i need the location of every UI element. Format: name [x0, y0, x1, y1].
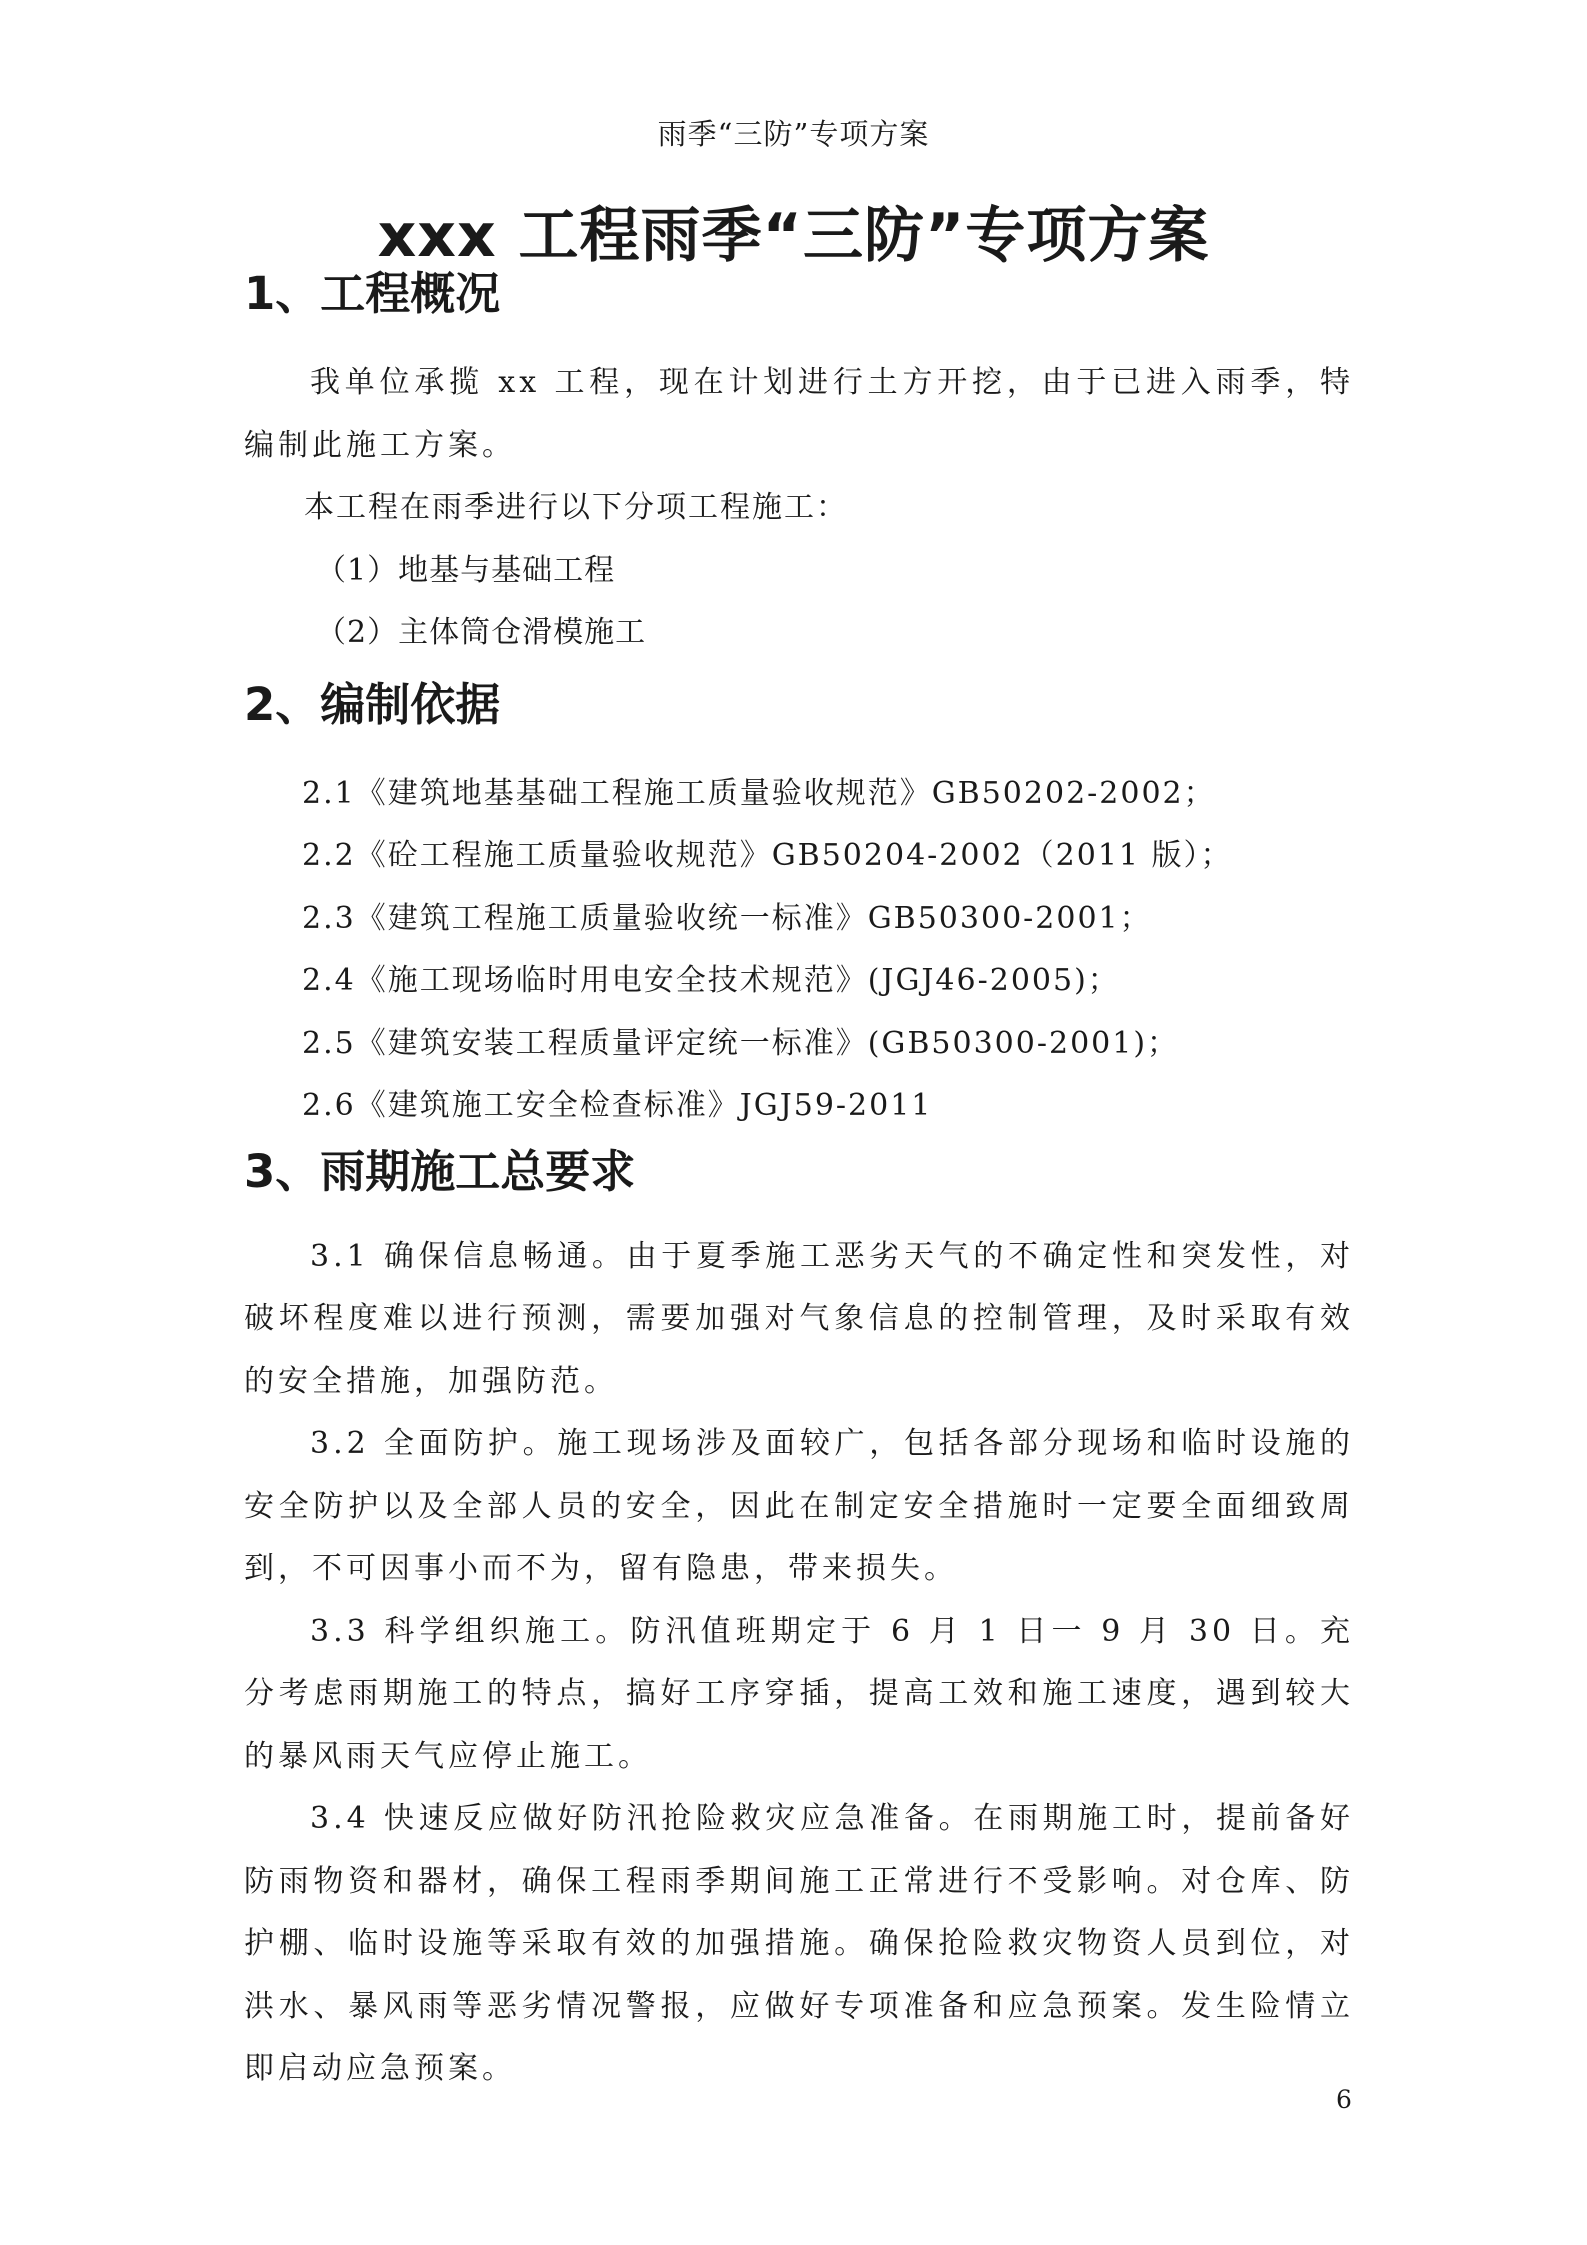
- requirement-paragraph: 3.1 确保信息畅通。由于夏季施工恶劣天气的不确定性和突发性，对破坏程度难以进行预测，需要加强对气象信息的控制管理，及时采取有效的安全措施，加强防范。: [244, 1238, 1354, 1399]
- requirement-paragraph: 3.2 全面防护。施工现场涉及面较广，包括各部分现场和临时设施的安全防护以及全部人员的安全，因此在制定安全措施时一定要全面细致周到，不可因事小而不为，留有隐患，带来损失。: [244, 1426, 1354, 1586]
- requirement-paragraph: 3.3 科学组织施工。防汛值班期定于 6 月 1 日一 9 月 30 日。充分考虑雨期施工的特点，搞好工序穿插，提高工效和施工速度，遇到较大的暴风雨天气应停止施工。: [244, 1613, 1354, 1774]
- requirement-paragraph: 3.4 快速反应做好防汛抢险救灾应急准备。在雨期施工时，提前备好防雨物资和器材，确保工程雨季期间施工正常进行不受影响。对仓库、防护棚、临时设施等采取有效的加强措施。确保抢险救灾物资人员到位，对洪水、暴风雨等恶劣情况警报，应做好专项准备和应急预案。发生险情立即启动应急预案。: [244, 1801, 1354, 2086]
- section-heading-requirements: 3、雨期施工总要求: [244, 1144, 636, 1198]
- subitem-foundation: （1）地基与基础工程: [316, 552, 616, 588]
- section-heading-overview: 1、工程概况: [244, 267, 501, 320]
- reference-item: 2.3《建筑工程施工质量验收统一标准》GB50300-2001；: [302, 900, 1152, 936]
- document-title: xxx 工程雨季“三防”专项方案: [377, 201, 1210, 271]
- reference-item: 2.5《建筑安装工程质量评定统一标准》(GB50300-2001)；: [302, 1025, 1180, 1061]
- reference-item: 2.1《建筑地基基础工程施工质量验收规范》GB50202-2002；: [302, 775, 1216, 811]
- running-header: 雨季“三防”专项方案: [657, 117, 930, 151]
- reference-item: 2.2《砼工程施工质量验收规范》GB50204-2002（2011 版）；: [302, 838, 1233, 873]
- overview-subitems-intro: 本工程在雨季进行以下分项工程施工：: [304, 490, 848, 525]
- document-body: [244, 262, 1354, 2101]
- reference-item: 2.4《施工现场临时用电安全技术规范》(JGJ46-2005)；: [302, 963, 1120, 998]
- subitem-slipform: （2）主体筒仓滑模施工: [316, 615, 647, 650]
- section-heading-basis: 2、编制依据: [244, 677, 501, 731]
- overview-paragraph: 我单位承揽 xx 工程，现在计划进行土方开挖，由于已进入雨季，特编制此施工方案。: [244, 365, 1354, 463]
- page-number: 6: [1336, 2085, 1352, 2114]
- reference-item: 2.6《建筑施工安全检查标准》JGJ59-2011: [302, 1088, 933, 1123]
